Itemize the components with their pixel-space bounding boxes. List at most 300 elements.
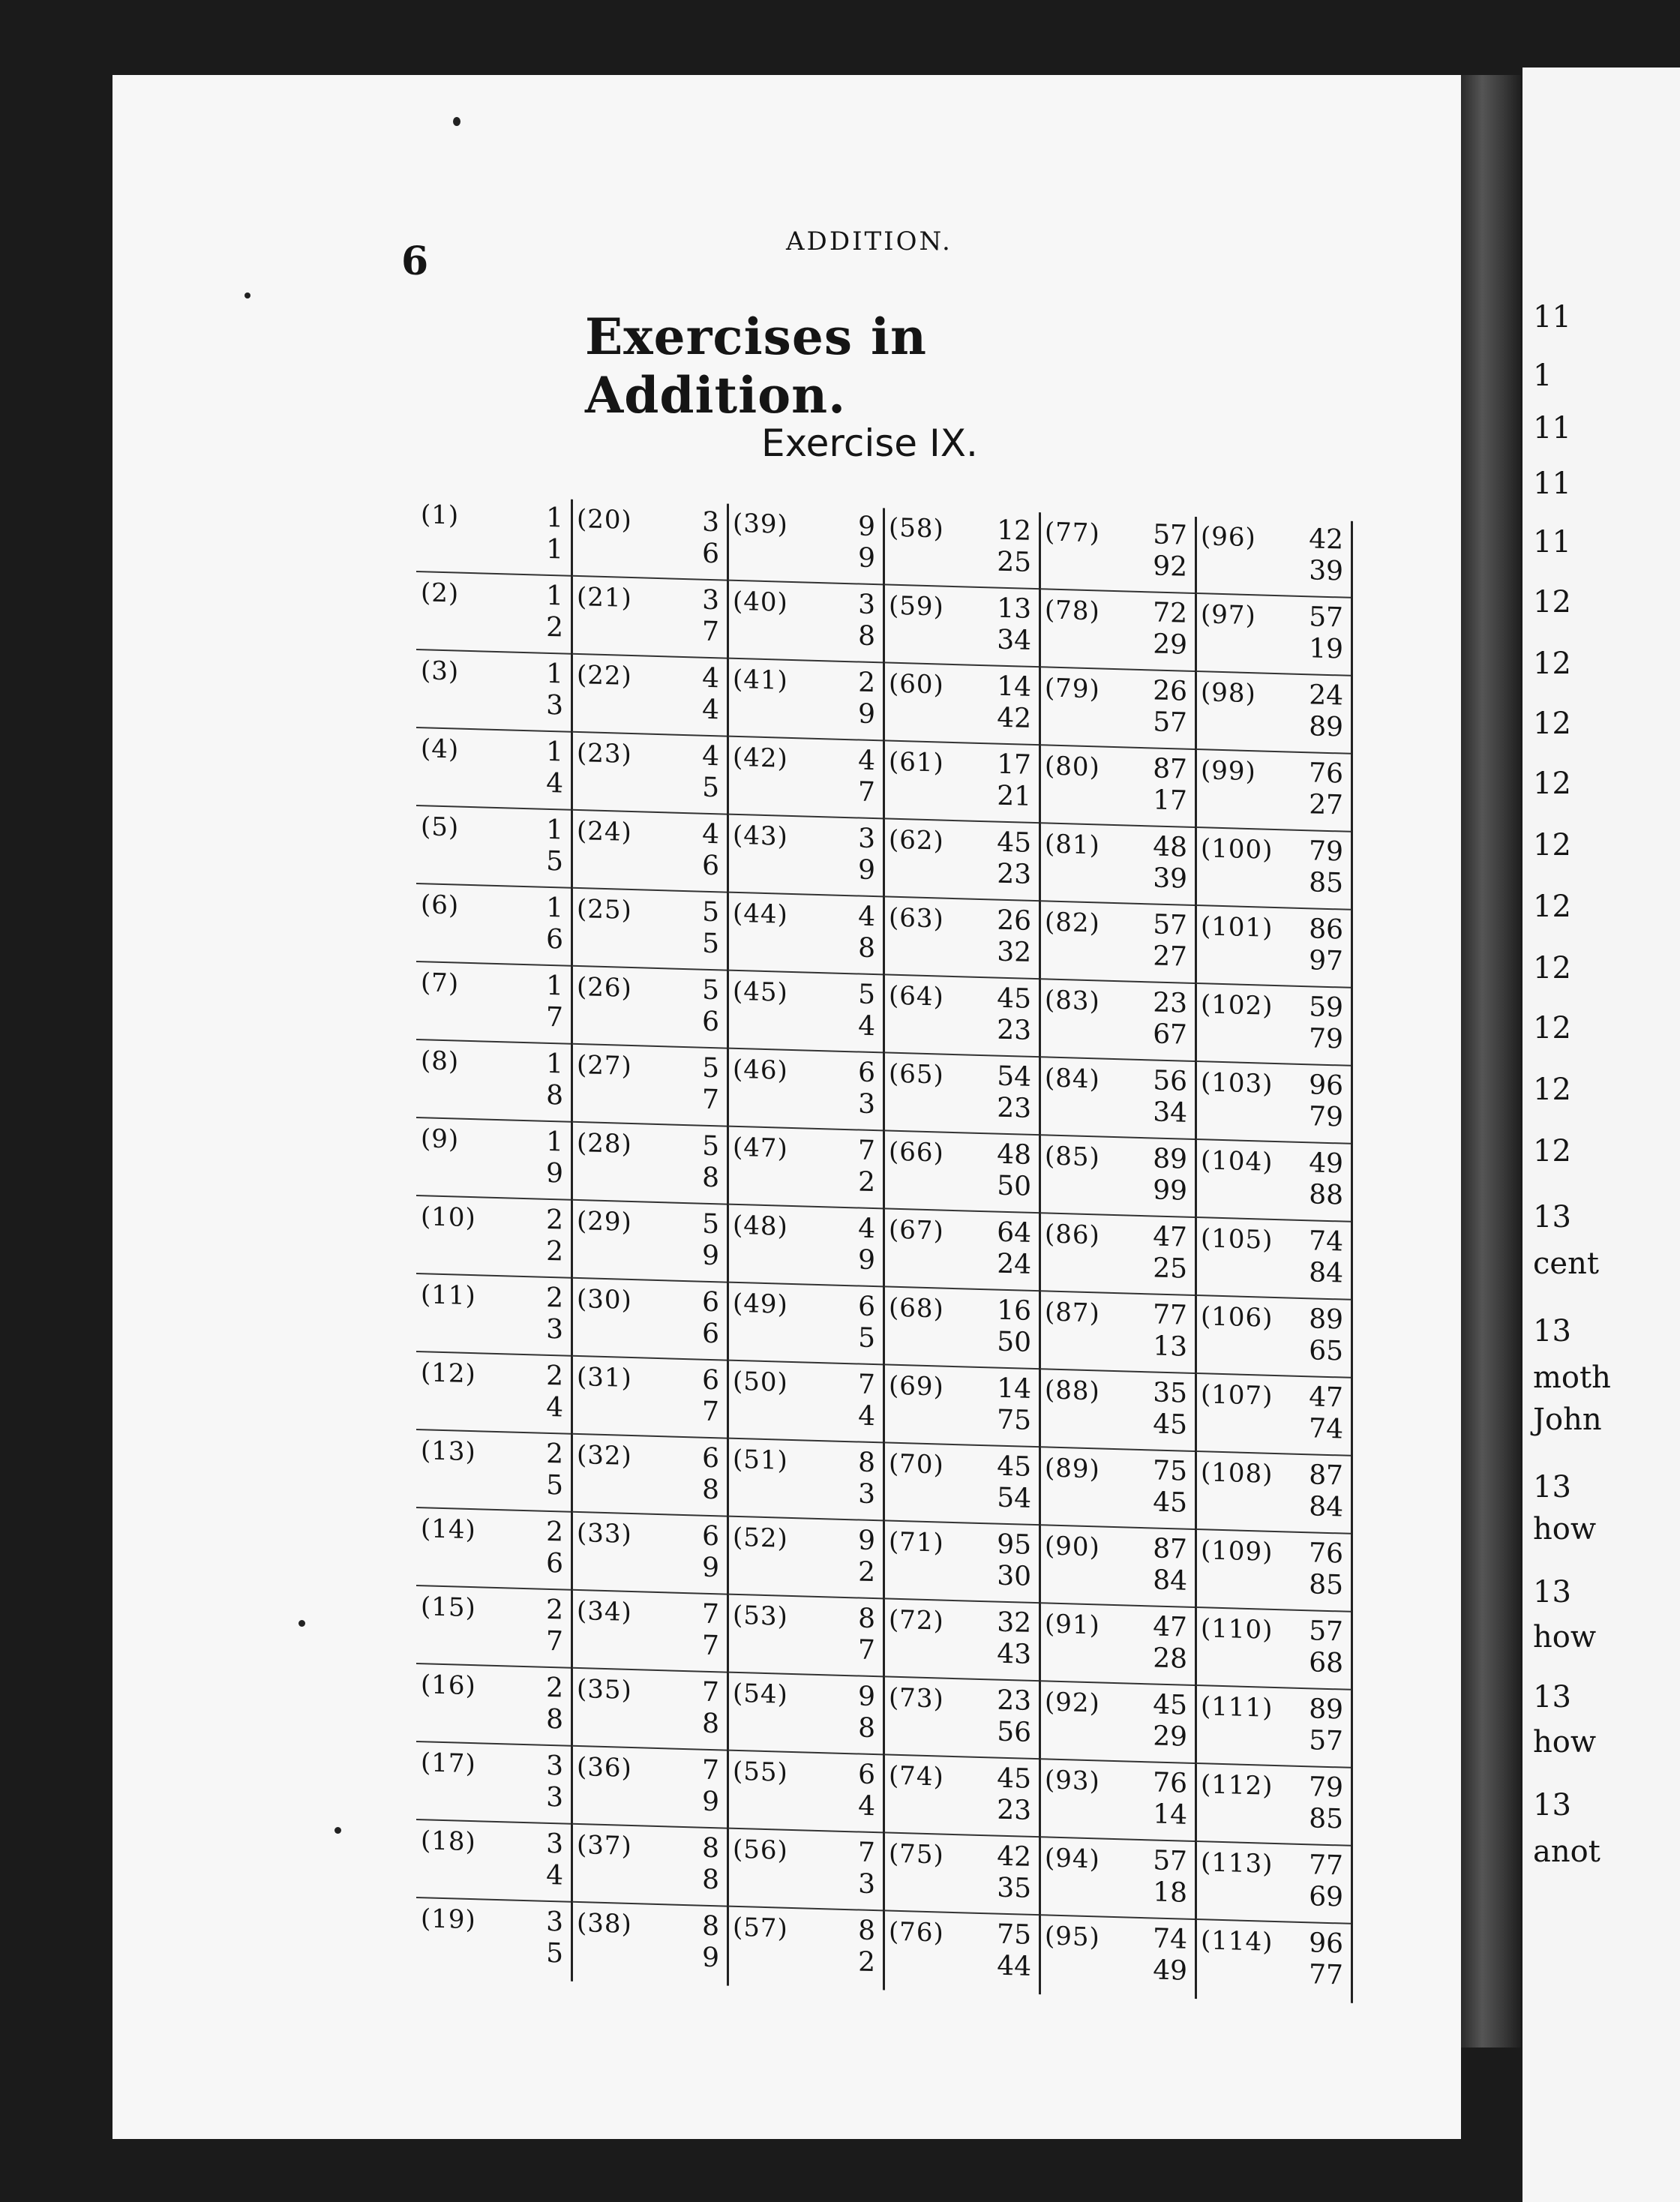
exercise-number: (47) [733,1132,788,1164]
addend-top: 1 [546,892,563,924]
exercise-number: (34) [577,1595,632,1628]
exercise-number: (45) [733,976,788,1008]
exercise-number: (114) [1201,1925,1274,1958]
exercise-number: (93) [1045,1765,1100,1797]
exercise-number: (16) [421,1670,476,1702]
addend-bottom: 92 [1153,550,1187,583]
exercise-item [416,963,571,1045]
exercise-item [884,1756,1039,1838]
addend-bottom: 45 [1153,1408,1187,1441]
addend-top: 1 [546,1126,563,1158]
addend-top: 17 [997,748,1031,781]
addend-bottom: 23 [997,1092,1031,1124]
addend-bottom: 32 [997,936,1031,968]
exercise-item [728,1050,883,1132]
exercise-number: (30) [577,1283,632,1316]
addend-top: 4 [858,1213,875,1245]
addend-bottom: 4 [546,767,563,800]
exercise-item [728,972,883,1054]
exercise-item [1196,595,1351,676]
addend-top: 3 [702,506,719,538]
addend-bottom: 30 [997,1560,1031,1592]
facing-page-text: 13 [1533,1200,1571,1234]
addend-top: 8 [702,1832,719,1864]
addend-bottom: 7 [858,776,875,808]
facing-page-text: 13 [1533,1680,1571,1714]
addend-top: 89 [1153,1143,1187,1175]
exercise-item [728,894,883,976]
exercise-number: (5) [421,812,460,843]
exercise-item [572,1436,727,1517]
addend-top: 7 [702,1598,719,1630]
exercise-item [416,1743,571,1825]
addend-top: 6 [858,1057,875,1089]
addend-bottom: 85 [1309,1569,1343,1601]
exercise-number: (40) [733,586,788,618]
addend-bottom: 45 [1153,1486,1187,1519]
addend-bottom: 6 [702,538,719,570]
addend-bottom: 18 [1153,1876,1187,1909]
addend-bottom: 35 [997,1872,1031,1904]
addend-top: 42 [1309,524,1343,556]
addend-bottom: 7 [546,1625,563,1658]
addend-top: 48 [1153,831,1187,863]
ink-speck [244,292,250,298]
addend-top: 77 [1153,1299,1187,1331]
exercise-number: (84) [1045,1063,1100,1095]
book-spine [1461,75,1521,2048]
exercise-item [884,508,1039,590]
exercise-number: (17) [421,1748,476,1780]
addend-top: 5 [702,1130,719,1162]
exercise-item [884,1054,1039,1136]
addend-bottom: 7 [858,1634,875,1666]
exercise-item [416,1041,571,1123]
exercise-item [728,1440,883,1522]
addend-bottom: 27 [1153,940,1187,973]
exercise-number: (74) [889,1760,944,1792]
addend-top: 1 [546,502,563,534]
addend-bottom: 5 [546,1937,563,1970]
exercise-number: (33) [577,1517,632,1550]
addend-top: 3 [546,1906,563,1938]
addend-top: 2 [546,1438,563,1470]
addend-bottom: 4 [858,1010,875,1042]
exercise-number: (83) [1045,985,1100,1017]
exercise-number: (31) [577,1361,632,1394]
exercise-item [728,816,883,898]
exercise-item [1040,1448,1195,1530]
addend-top: 2 [546,1204,563,1236]
exercise-number: (44) [733,898,788,930]
addend-bottom: 6 [546,923,563,956]
facing-page-text: 1 [1533,358,1552,393]
addend-top: 79 [1309,1772,1343,1804]
exercise-item [416,1587,571,1669]
exercise-number: (42) [733,742,788,774]
exercise-item [884,1600,1039,1682]
addend-top: 2 [546,1672,563,1704]
exercise-item [1196,1453,1351,1534]
exercise-item [572,1280,727,1361]
addend-bottom: 50 [997,1170,1031,1202]
addend-bottom: 2 [858,1166,875,1198]
addend-top: 5 [702,974,719,1006]
addend-bottom: 13 [1153,1330,1187,1363]
addend-bottom: 1 [546,533,563,566]
addend-top: 4 [858,901,875,933]
addend-top: 12 [997,514,1031,547]
exercise-item [416,1509,571,1591]
addend-bottom: 8 [702,1162,719,1194]
exercise-item [416,1197,571,1279]
addend-top: 6 [702,1442,719,1474]
facing-page-text: 12 [1533,951,1571,986]
exercise-number: (94) [1045,1843,1100,1875]
exercise-number: (109) [1201,1535,1274,1568]
exercise-item [884,1288,1039,1370]
exercise-number: (29) [577,1205,632,1238]
addend-top: 72 [1153,597,1187,629]
addend-bottom: 84 [1309,1257,1343,1289]
exercise-number: (86) [1045,1219,1100,1251]
addend-bottom: 9 [702,1786,719,1818]
exercise-item [1040,1370,1195,1452]
exercise-number: (89) [1045,1453,1100,1485]
addend-top: 13 [997,592,1031,625]
exercise-item [1196,1297,1351,1378]
exercise-number: (8) [421,1046,460,1077]
exercise-number: (13) [421,1436,476,1468]
exercise-number: (92) [1045,1687,1100,1719]
addend-top: 6 [858,1291,875,1323]
facing-page-text: 12 [1533,1072,1571,1107]
addend-top: 9 [858,1681,875,1713]
addend-bottom: 54 [997,1482,1031,1514]
exercise-item [1040,1682,1195,1764]
addend-bottom: 49 [1153,1954,1187,1987]
addend-bottom: 6 [546,1547,563,1580]
exercise-number: (62) [889,824,944,856]
exercise-number: (59) [889,590,944,622]
exercise-item [884,1522,1039,1604]
addend-bottom: 8 [858,620,875,652]
facing-page-text: 13 [1533,1575,1571,1610]
addend-bottom: 9 [702,1240,719,1272]
addend-top: 7 [858,1135,875,1167]
exercise-item [728,582,883,664]
addend-top: 54 [997,1060,1031,1093]
exercise-column [884,508,1041,1994]
addend-bottom: 68 [1309,1647,1343,1679]
addend-bottom: 57 [1153,706,1187,739]
addend-bottom: 8 [858,932,875,964]
addend-top: 87 [1309,1460,1343,1492]
exercise-item [884,1444,1039,1526]
exercise-column [1040,512,1197,1999]
addend-bottom: 9 [702,1552,719,1584]
addend-bottom: 9 [546,1157,563,1190]
addend-bottom: 8 [702,1864,719,1896]
addend-bottom: 88 [1309,1179,1343,1211]
exercise-item [416,651,571,733]
exercise-item [1196,673,1351,754]
exercise-number: (71) [889,1526,944,1558]
addend-bottom: 77 [1309,1959,1343,1991]
exercise-number: (55) [733,1756,788,1788]
addend-top: 75 [1153,1455,1187,1487]
exercise-item [884,742,1039,824]
addend-top: 16 [997,1294,1031,1327]
addend-top: 4 [702,740,719,772]
exercise-item [728,1830,883,1912]
addend-bottom: 85 [1309,867,1343,899]
addend-bottom: 27 [1309,789,1343,821]
addend-bottom: 99 [1153,1174,1187,1207]
addend-bottom: 5 [702,772,719,804]
page-number: 6 [401,238,429,284]
exercise-item [884,1210,1039,1292]
exercise-item [728,1206,883,1288]
addend-top: 8 [702,1910,719,1942]
addend-top: 77 [1309,1850,1343,1882]
exercise-number: (38) [577,1907,632,1940]
right-page [1522,68,1680,2202]
exercise-number: (104) [1201,1145,1274,1178]
addend-bottom: 3 [858,1088,875,1120]
addend-top: 2 [546,1594,563,1626]
exercise-number: (4) [421,734,460,765]
exercise-item [1196,1765,1351,1846]
exercise-item [728,738,883,820]
exercise-item [572,500,727,581]
addend-top: 57 [1153,909,1187,941]
exercise-item [884,1912,1039,1994]
addend-bottom: 6 [702,1006,719,1038]
addend-top: 89 [1309,1304,1343,1336]
exercise-number: (51) [733,1444,788,1476]
exercise-item [728,1908,883,1990]
addend-bottom: 29 [1153,628,1187,661]
exercise-number: (49) [733,1288,788,1320]
addend-top: 1 [546,814,563,846]
addend-bottom: 14 [1153,1798,1187,1831]
exercise-number: (96) [1201,521,1256,554]
exercise-number: (78) [1045,595,1100,627]
addend-bottom: 2 [546,611,563,644]
addend-bottom: 28 [1153,1642,1187,1675]
exercise-item [572,1202,727,1283]
addend-bottom: 3 [546,1781,563,1814]
addend-top: 6 [702,1364,719,1396]
addend-top: 57 [1309,1616,1343,1648]
exercise-item [572,1904,727,1985]
exercise-item [728,1128,883,1210]
addend-top: 23 [1153,987,1187,1019]
exercise-number: (14) [421,1514,476,1546]
exercise-item [1196,1375,1351,1456]
exercise-number: (82) [1045,907,1100,939]
addend-top: 74 [1153,1923,1187,1955]
addend-bottom: 69 [1309,1881,1343,1913]
exercise-item [884,976,1039,1058]
exercise-number: (54) [733,1678,788,1710]
exercise-item [416,1665,571,1747]
exercise-item [416,1353,571,1435]
exercise-number: (19) [421,1904,476,1936]
exercise-number: (87) [1045,1297,1100,1329]
addend-top: 86 [1309,914,1343,946]
facing-page-text: John [1533,1402,1602,1437]
exercise-item [1040,1604,1195,1686]
exercise-number: (85) [1045,1141,1100,1173]
addend-bottom: 56 [997,1716,1031,1748]
addend-bottom: 44 [997,1950,1031,1982]
exercise-number: (65) [889,1058,944,1090]
addend-top: 57 [1153,1845,1187,1877]
exercise-item [416,1899,571,1981]
addend-bottom: 8 [702,1474,719,1506]
exercise-item [1040,1136,1195,1218]
exercise-item [572,1124,727,1205]
exercise-number: (58) [889,512,944,544]
addend-top: 89 [1309,1694,1343,1726]
addend-bottom: 9 [702,1942,719,1974]
exercise-number: (22) [577,659,632,692]
exercise-item [416,1275,571,1357]
exercise-number: (64) [889,980,944,1012]
facing-page-text: 11 [1533,411,1571,446]
exercise-number: (66) [889,1136,944,1168]
addend-bottom: 8 [858,1712,875,1744]
addend-top: 87 [1153,1533,1187,1565]
exercise-item [1196,1921,1351,2002]
exercise-item [572,1592,727,1673]
exercise-number: (21) [577,581,632,614]
facing-page-text: how [1533,1725,1597,1760]
exercise-number: (12) [421,1358,476,1390]
addend-bottom: 5 [546,845,563,878]
exercise-number: (77) [1045,517,1100,549]
exercise-number: (99) [1201,755,1256,788]
addend-top: 96 [1309,1928,1343,1960]
facing-page-text: how [1533,1512,1597,1546]
page-heading: Exercises in Addition. [585,308,928,424]
exercise-number: (56) [733,1834,788,1866]
exercise-number: (53) [733,1600,788,1632]
addend-top: 14 [997,1372,1031,1405]
addend-top: 56 [1153,1065,1187,1097]
exercise-title: Exercise IX. [761,422,978,465]
exercise-item [1196,829,1351,910]
addend-top: 59 [1309,992,1343,1024]
facing-page-text: 12 [1533,828,1571,862]
addend-bottom: 34 [997,624,1031,656]
exercise-column [416,495,573,1982]
exercise-number: (3) [421,656,460,687]
exercise-item [572,812,727,893]
exercise-item [416,729,571,811]
addend-bottom: 39 [1309,555,1343,587]
addend-top: 2 [858,667,875,699]
addend-top: 6 [858,1759,875,1791]
exercise-item [1196,1609,1351,1690]
exercise-item [1040,590,1195,672]
exercise-item [884,664,1039,746]
addend-bottom: 57 [1309,1725,1343,1757]
addend-bottom: 29 [1153,1720,1187,1753]
exercise-number: (41) [733,664,788,696]
exercise-item [416,1431,571,1513]
exercise-number: (70) [889,1448,944,1480]
exercise-item [572,1826,727,1907]
addend-bottom: 5 [858,1322,875,1354]
addend-top: 76 [1153,1767,1187,1799]
exercise-number: (23) [577,737,632,770]
facing-page-text: 12 [1533,1134,1571,1168]
addend-bottom: 25 [997,546,1031,578]
exercise-item [728,1518,883,1600]
addend-top: 35 [1153,1377,1187,1409]
addend-top: 76 [1309,758,1343,790]
addend-top: 42 [997,1840,1031,1873]
addend-bottom: 34 [1153,1096,1187,1129]
addend-bottom: 75 [997,1404,1031,1436]
exercise-item [416,885,571,967]
exercise-number: (18) [421,1826,476,1858]
addend-bottom: 3 [546,1313,563,1346]
exercise-item [1040,1526,1195,1608]
addend-top: 5 [858,979,875,1011]
addend-bottom: 3 [546,689,563,722]
exercise-number: (39) [733,508,788,540]
addend-bottom: 4 [546,1859,563,1892]
addend-top: 14 [997,670,1031,703]
exercise-item [884,1132,1039,1214]
exercise-item [1040,746,1195,828]
exercise-number: (108) [1201,1457,1274,1490]
exercise-item [1040,1916,1195,1998]
exercise-number: (36) [577,1751,632,1784]
exercise-table [416,495,1406,2015]
addend-top: 47 [1153,1221,1187,1253]
exercise-item [572,1046,727,1127]
addend-top: 7 [858,1369,875,1401]
exercise-item [1196,1843,1351,1924]
addend-top: 5 [702,896,719,928]
addend-top: 7 [858,1837,875,1869]
addend-bottom: 39 [1153,862,1187,895]
addend-top: 2 [546,1282,563,1314]
facing-page-text: 13 [1533,1314,1571,1348]
exercise-item [884,1366,1039,1448]
exercise-item [1040,668,1195,750]
addend-bottom: 23 [997,1014,1031,1046]
exercise-number: (101) [1201,911,1274,944]
exercise-number: (61) [889,746,944,778]
ink-speck [453,117,460,126]
exercise-number: (91) [1045,1609,1100,1641]
facing-page-text: 11 [1533,300,1571,334]
exercise-item [1196,985,1351,1066]
addend-bottom: 2 [546,1235,563,1268]
exercise-item [884,586,1039,668]
addend-top: 4 [702,818,719,850]
addend-bottom: 23 [997,1794,1031,1826]
exercise-number: (88) [1045,1375,1100,1407]
addend-bottom: 65 [1309,1335,1343,1367]
exercise-number: (35) [577,1673,632,1706]
